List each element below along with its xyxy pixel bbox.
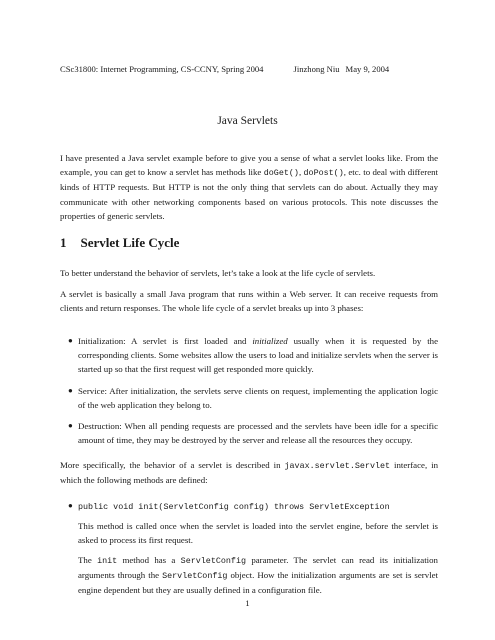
intro-comma: , — [298, 167, 304, 178]
bullet-icon: ● — [68, 501, 73, 510]
header-date: May 9, 2004 — [345, 64, 390, 74]
code-servletconfig-object: ServletConfig — [162, 570, 228, 581]
code-doget: doGet() — [263, 168, 299, 179]
intro-text-end: , etc. to deal with different kinds of HTTP requests. But HTTP is not the only thing that servlets can do about. Actually they may communicate with other networking components based on various protocols. This note discusses the properties of generic servlets. — [60, 167, 438, 221]
details-text-1: The — [78, 554, 98, 565]
section-number: 1 — [60, 235, 67, 250]
details-text-4: object. How the initialization arguments are set is servlet engine dependent but they are usually defined in a configuration file. — [78, 569, 438, 596]
phase-text: Destruction: When all pending requests are processed and the servlets have been idle for a specific amount of time, they may be destroyed by the server and release all the resources they occupy. — [78, 421, 438, 446]
interface-text-end: interface, in which the following methods are defined: — [60, 460, 438, 486]
method-description: This method is called once when the servlet is loaded into the servlet engine, before the servlet is asked to process its first request. — [78, 521, 438, 546]
lifecycle-description-paragraph: A servlet is basically a small Java program that runs within a Web server. It can receive requests from clients and return responses. The whole life cycle of a servlet breaks up into 3 phases: — [60, 289, 438, 314]
servlet-interface-paragraph — [60, 458, 438, 487]
phase-list — [60, 334, 438, 454]
bullet-icon: ● — [68, 421, 73, 431]
lifecycle-intro-paragraph: To better understand the behavior of servlets, let’s take a look at the life cycle of servlets. — [60, 268, 376, 278]
phase-text: Service: After initialization, the servlets serve clients on request, implementing the application logic of the web application they belong to. — [78, 385, 438, 410]
details-text-2: method has a — [117, 554, 181, 565]
page-header — [60, 64, 440, 74]
phase-service — [60, 384, 438, 412]
phase-destruction — [60, 419, 438, 447]
code-init: init — [97, 555, 118, 566]
method-init — [60, 499, 438, 597]
phase-text: Initialization: A servlet is first loaded and — [78, 336, 253, 346]
bullet-icon: ● — [68, 336, 73, 345]
phase-emphasis: initialized — [252, 336, 288, 346]
section-heading — [60, 235, 179, 251]
code-servletconfig: ServletConfig — [180, 555, 247, 566]
code-servlet-interface: javax.servlet.Servlet — [284, 461, 391, 471]
phase-text-rest: usually when it is requested by the corresponding clients. Some websites allow the users to load and initialize servlets when the server is started up so that the first request will get responded more quickly. — [78, 336, 438, 375]
code-init-signature: public void init(ServletConfig config) throws ServletException — [78, 502, 390, 512]
intro-paragraph — [60, 151, 438, 223]
phase-initialization — [60, 334, 438, 377]
section-title: Servlet Life Cycle — [80, 235, 180, 250]
page-number: 1 — [245, 598, 250, 608]
code-dopost: doPost() — [303, 168, 344, 179]
method-signature — [78, 499, 438, 514]
intro-text-start: I have presented a Java servlet example before to give you a sense of what a servlet looks like. From the example, you can get to know a servlet has methods like — [60, 153, 438, 178]
method-list — [60, 499, 438, 604]
method-details — [78, 553, 438, 598]
details-text-3: parameter. The servlet can read its initialization arguments through the — [78, 554, 438, 580]
interface-text-start: More specifically, the behavior of a servlet is described in — [60, 460, 285, 470]
document-title: Java Servlets — [217, 115, 278, 127]
bullet-icon: ● — [68, 385, 73, 395]
author-name: Jinzhong Niu — [293, 64, 340, 74]
course-info: CSc31800: Internet Programming, CS-CCNY, Spring 2004 — [60, 64, 264, 74]
